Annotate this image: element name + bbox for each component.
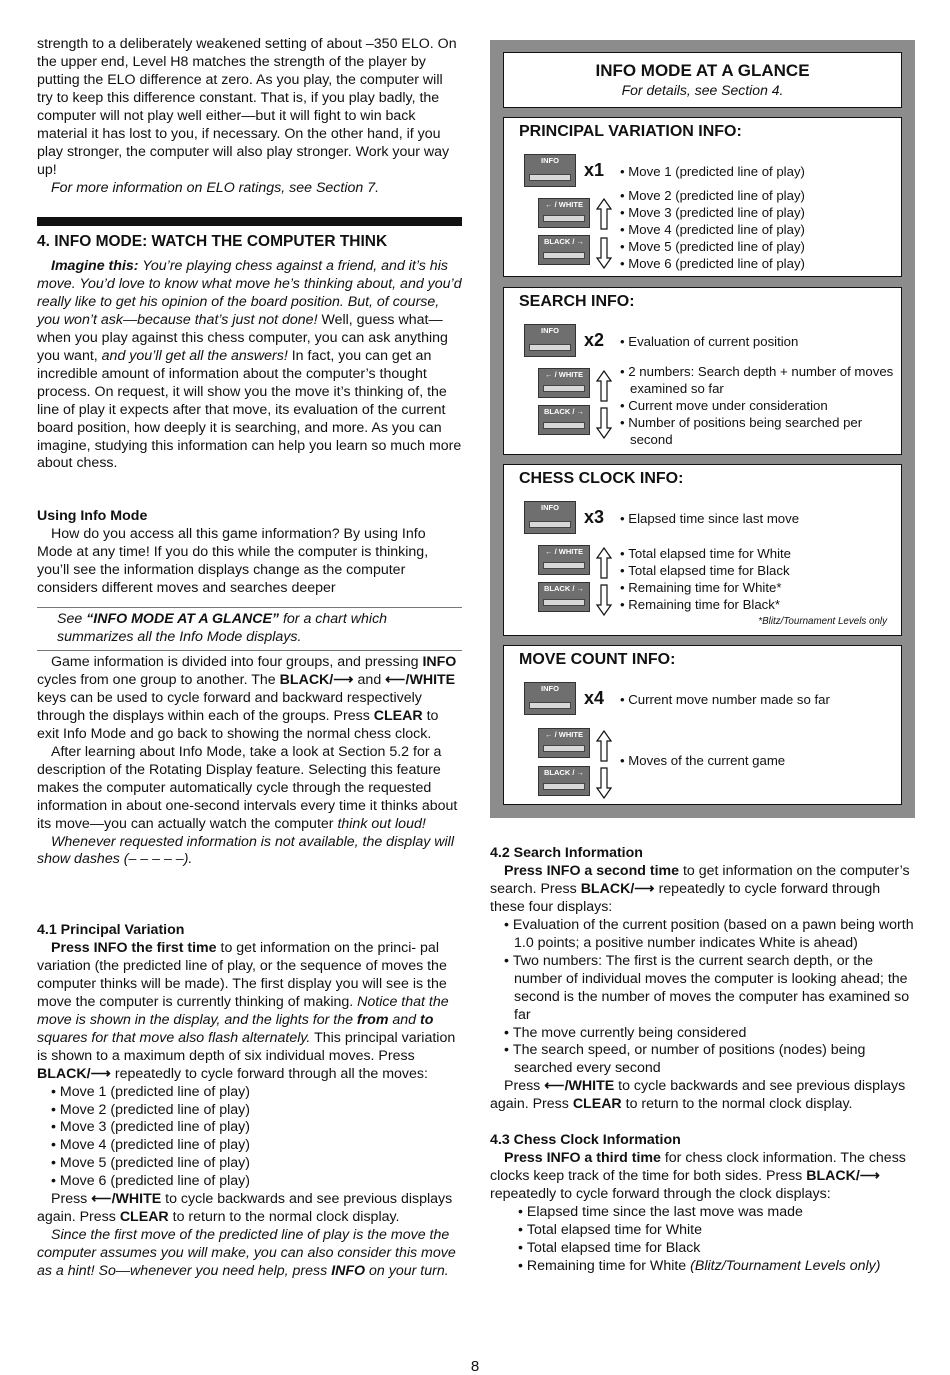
pv-move-list <box>37 1084 462 1192</box>
list-item <box>504 1258 915 1276</box>
clock-list <box>504 1204 915 1276</box>
section-title: PRINCIPAL VARIATION INFO: <box>519 123 742 140</box>
list-item: • Current move number made so far <box>620 691 885 708</box>
list-item: • Move 2 (predicted line of play) <box>37 1102 462 1120</box>
left-arrow-icon: ⟵ <box>91 1191 112 1208</box>
groups-p5: to exit Info Mode and go back to showing the normal chess clock. <box>37 707 439 742</box>
list-item: • Evaluation of current position <box>620 333 885 350</box>
list-item: • 2 numbers: Search depth + number of moves examined so far <box>620 363 895 397</box>
black-key-icon <box>538 405 590 435</box>
pv-t4: to cycle backwards and see previous displays again. Press <box>37 1191 453 1226</box>
right-arrow-icon: ⟶ <box>859 1168 881 1185</box>
search-info-section <box>503 287 902 455</box>
section-title: MOVE COUNT INFO: <box>519 651 676 668</box>
clock-last: Remaining time for White <box>526 1257 691 1274</box>
clock-last-italic: (Blitz/Tournament Levels only) <box>690 1257 881 1274</box>
pv-i1: Notice that the move is shown in the display, and the lights for the <box>37 993 449 1028</box>
imagine-paragraph <box>37 258 462 473</box>
press-count: x4 <box>584 688 605 708</box>
black-key-icon <box>538 766 590 796</box>
key-label: INFO <box>541 503 559 512</box>
black-key-icon <box>538 582 590 612</box>
using-block <box>37 508 462 598</box>
search-press: Press <box>504 1078 545 1095</box>
search-t1: to get information on the computer’s search. Press <box>490 862 910 897</box>
list-item: • Move 6 (predicted line of play) <box>620 255 885 272</box>
right-arrow-icon: ⟶ <box>333 671 354 688</box>
key-label: INFO <box>541 684 559 693</box>
search-black-key: BLACK/ <box>580 880 635 897</box>
key-label: ← / WHITE <box>545 547 583 556</box>
after-p1: After learning about Info Mode, take a look at Section 5.2 for a description of the Rotating Display feature. Selecting this feature makes the computer automatically cycle through the requested information in about one-second intervals every time it thinks about its move—you can actually watch the computer <box>37 743 458 832</box>
pv-hint1: Since the first move of the predicted line of play is the move the computer assumes you will make, you can also consider this move as a hint! So—whenever you need help, press <box>37 1227 456 1280</box>
key-bar <box>543 599 585 606</box>
callout-post: for a chart which summarizes all the Info Mode displays. <box>57 611 388 645</box>
left-intro <box>37 36 462 198</box>
section-title: CHESS CLOCK INFO: <box>519 470 684 487</box>
groups-p2: cycles from one group to another. The <box>37 671 280 688</box>
key-label: ← / WHITE <box>545 200 583 209</box>
key-label: BLACK / → <box>544 584 584 593</box>
search-t2: repeatedly to cycle forward through these four displays: <box>490 880 881 915</box>
up-arrow-icon <box>596 370 612 402</box>
elo-reference: For more information on ELO ratings, see Section 7. <box>51 179 380 196</box>
using-text: How do you access all this game information? By using Info Mode at any time! If you do this while the computer is thinking, you’ll see the information displays change as the computer considers different moves and searches deeper <box>37 525 429 596</box>
down-arrow-icon <box>596 767 612 799</box>
pv-hint-paragraph <box>37 1227 462 1281</box>
groups-p4: keys can be used to cycle forward and backward respectively through the displays within each of the groups. Press <box>37 689 422 724</box>
key-label: ← / WHITE <box>545 370 583 379</box>
glance-callout <box>37 607 462 651</box>
list-item: • The search speed, or number of positions (nodes) being searched every second <box>504 1042 915 1078</box>
pv-paragraph <box>37 940 462 1084</box>
info-key-icon <box>524 501 576 534</box>
list-item: • Move 6 (predicted line of play) <box>37 1173 462 1191</box>
down-arrow-icon <box>596 407 612 439</box>
pv-press: Press <box>51 1191 92 1208</box>
list-item: • Current move under consideration <box>620 397 885 414</box>
search-lead: Press INFO a second time <box>504 862 680 879</box>
glance-title: INFO MODE AT A GLANCE <box>595 61 810 80</box>
search-white-key: /WHITE <box>564 1078 615 1095</box>
list-item: • Move 4 (predicted line of play) <box>620 221 885 238</box>
key-bar <box>543 562 585 569</box>
pv-black-key: BLACK/ <box>37 1065 91 1082</box>
search-t3: to cycle backwards and see previous displays again. Press <box>490 1078 906 1113</box>
info-key-icon <box>524 682 576 715</box>
pv-white-key: /WHITE <box>111 1191 162 1208</box>
intro-paragraph: strength to a deliberately weakened setting of about –350 ELO. On the upper end, Level H8 matches the strength of the player by putting the ELO difference at zero. As you play, the computer will try to keep this difference constant. That is, if you play badly, the computer will not play well either—but it will fight to win back material it has lost to you, if necessary. On the other hand, if you play stronger, the computer will also play stronger. Work your way up! <box>37 36 457 178</box>
list-item: • Remaining time for White* <box>620 579 885 596</box>
pv-t5: to return to the normal clock display. <box>168 1209 400 1226</box>
clock-heading: 4.3 Chess Clock Information <box>490 1132 681 1149</box>
key-label: BLACK / → <box>544 237 584 246</box>
after-paragraph <box>37 744 462 834</box>
groups-white-key: /WHITE <box>405 671 456 688</box>
info-key-icon <box>524 324 576 357</box>
white-key-icon <box>538 545 590 575</box>
list-item: • Move 1 (predicted line of play) <box>620 163 885 180</box>
callout-bold: “INFO MODE AT A GLANCE” <box>86 611 280 627</box>
glance-title-box <box>503 52 902 108</box>
list-item: • Move 5 (predicted line of play) <box>37 1155 462 1173</box>
principal-variation-section <box>503 117 902 277</box>
imagine-part3: and you’ll get all the answers! <box>101 347 288 364</box>
list-item: • Move 2 (predicted line of play) <box>620 187 885 204</box>
list-item: • The move currently being considered <box>504 1025 915 1043</box>
info-mode-glance-panel <box>490 40 915 818</box>
key-label: BLACK / → <box>544 407 584 416</box>
pv-to: to <box>420 1011 434 1028</box>
info-key-icon <box>524 154 576 187</box>
left-arrow-icon: ⟵ <box>544 1078 565 1095</box>
list-item: • Total elapsed time for Black <box>620 562 885 579</box>
pv-i2: and <box>388 1011 421 1028</box>
list-item: • Elapsed time since last move <box>620 510 885 527</box>
groups-p3: and <box>353 671 386 688</box>
key-label: INFO <box>541 326 559 335</box>
list-item: • Move 1 (predicted line of play) <box>37 1084 462 1102</box>
groups-black-key: BLACK/ <box>279 671 334 688</box>
groups-clear-key: CLEAR <box>373 707 423 724</box>
list-item: • Total elapsed time for Black <box>504 1240 915 1258</box>
pv-t3: repeatedly to cycle forward through all the moves: <box>110 1065 428 1082</box>
down-arrow-icon <box>596 237 612 269</box>
imagine-part4: In fact, you can get an incredible amount of information about the computer’s thought process. On request, it will show you the move it’s thinking of, the line of play it expects after that move, its evaluation of the current board position, how deeply it is searching, and more. As you can imagine, studying this information can help you learn so much more about chess. <box>37 347 462 472</box>
search-list <box>504 917 915 1079</box>
list-item: • Total elapsed time for White <box>620 545 885 562</box>
search-press-paragraph <box>490 1078 915 1114</box>
after-italic: think out loud! <box>337 815 426 832</box>
white-key-icon <box>538 368 590 398</box>
right-text <box>490 845 915 1276</box>
key-bar <box>529 344 571 351</box>
groups-p1: Game information is divided into four groups, and pressing <box>51 654 423 670</box>
list-item: • Move 4 (predicted line of play) <box>37 1137 462 1155</box>
list-item: • Move 5 (predicted line of play) <box>620 238 885 255</box>
search-clear-key: CLEAR <box>572 1096 622 1113</box>
blitz-footnote: *Blitz/Tournament Levels only <box>758 616 887 627</box>
black-key-icon <box>538 235 590 265</box>
up-arrow-icon <box>596 547 612 579</box>
glance-subtitle: For details, see Section 4. <box>621 82 784 98</box>
search-paragraph <box>490 863 915 917</box>
page-number: 8 <box>470 1358 480 1375</box>
pv-i3: squares for that move also flash alternately. <box>37 1029 311 1046</box>
section-heading: 4. INFO MODE: WATCH THE COMPUTER THINK <box>37 233 388 250</box>
press-count: x3 <box>584 507 605 527</box>
key-bar <box>529 521 571 528</box>
pv-heading: 4.1 Principal Variation <box>37 922 185 938</box>
pv-clear-key: CLEAR <box>119 1209 169 1226</box>
pv-lead: Press INFO the first time <box>51 939 217 956</box>
key-bar <box>529 174 571 181</box>
press-count: x1 <box>584 160 605 180</box>
key-bar <box>543 252 585 259</box>
imagine-part2: Well, guess what—when you play against this chess computer, you can ask anything you want, <box>37 311 448 364</box>
list-item: • Evaluation of the current position (based on a pawn being worth 1.0 points; a positive number indicates White is ahead) <box>504 917 915 953</box>
list-item: • Moves of the current game <box>620 752 885 769</box>
whenever-paragraph: Whenever requested information is not available, the display will show dashes (– – – – –). <box>37 833 454 868</box>
callout-text <box>57 611 462 646</box>
key-bar <box>543 385 585 392</box>
key-bar <box>543 783 585 790</box>
pv-hint-info: INFO <box>331 1263 366 1280</box>
pv-hint2: on your turn. <box>365 1263 449 1280</box>
callout-pre: See <box>57 611 87 627</box>
clock-t2: repeatedly to cycle forward through the clock displays: <box>490 1186 831 1203</box>
up-arrow-icon <box>596 730 612 762</box>
key-label: ← / WHITE <box>545 730 583 739</box>
section-rule <box>37 217 462 226</box>
groups-block <box>37 654 462 869</box>
white-key-icon <box>538 728 590 758</box>
clock-t1: for chess clock information. The chess clocks keep track of the time for both sides. Press <box>490 1150 906 1185</box>
imagine-part1: You’re playing chess against a friend, and it’s his move. You’d love to know what move he’s thinking about, and you’d really like to get his opinion of the board position. But, of course, you won’t ask—because that’s just not done! <box>37 258 462 328</box>
left-arrow-icon: ⟵ <box>385 671 406 688</box>
key-bar <box>543 422 585 429</box>
clock-black-key: BLACK/ <box>806 1168 860 1185</box>
key-label: BLACK / → <box>544 768 584 777</box>
groups-info-key: INFO <box>422 654 457 670</box>
using-heading: Using Info Mode <box>37 508 148 524</box>
key-bar <box>543 215 585 222</box>
list-item: • Elapsed time since the last move was made <box>504 1204 915 1222</box>
list-item: • Two numbers: The first is the current search depth, or the number of individual moves the computer is looking ahead; the second is the number of moves the computer has examined so far <box>504 953 915 1025</box>
pv-from: from <box>356 1011 389 1028</box>
list-item: • Total elapsed time for White <box>504 1222 915 1240</box>
pv-block <box>37 922 462 1281</box>
imagine-lead: Imagine this: <box>51 258 139 274</box>
search-t4: to return to the normal clock display. <box>621 1096 853 1113</box>
down-arrow-icon <box>596 584 612 616</box>
pv-t2: This principal variation is shown to a maximum depth of six individual moves. Press <box>37 1029 456 1064</box>
imagine-block <box>37 258 462 473</box>
white-key-icon <box>538 198 590 228</box>
list-item: • Move 3 (predicted line of play) <box>620 204 885 221</box>
right-arrow-icon: ⟶ <box>90 1065 111 1082</box>
pv-press-paragraph <box>37 1191 462 1227</box>
move-count-section <box>503 645 902 805</box>
groups-paragraph <box>37 654 462 744</box>
key-bar <box>529 702 571 709</box>
list-item: • Move 3 (predicted line of play) <box>37 1119 462 1137</box>
right-arrow-icon: ⟶ <box>634 880 655 897</box>
clock-lead: Press INFO a third time <box>504 1150 661 1167</box>
list-item: • Number of positions being searched per second <box>620 414 895 448</box>
list-item: • Remaining time for Black* <box>620 596 885 613</box>
key-label: INFO <box>541 156 559 165</box>
pv-t1: to get information on the princi- pal variation (the predicted line of play, or the sequence of moves the computer thinks will be made). The first display you will see is the move the computer is currently thinking of making. <box>37 939 447 1010</box>
search-heading: 4.2 Search Information <box>490 845 643 861</box>
chess-clock-section <box>503 464 902 636</box>
up-arrow-icon <box>596 198 612 230</box>
section-title: SEARCH INFO: <box>519 293 635 310</box>
clock-paragraph <box>490 1150 915 1204</box>
key-bar <box>543 745 585 752</box>
press-count: x2 <box>584 330 605 350</box>
